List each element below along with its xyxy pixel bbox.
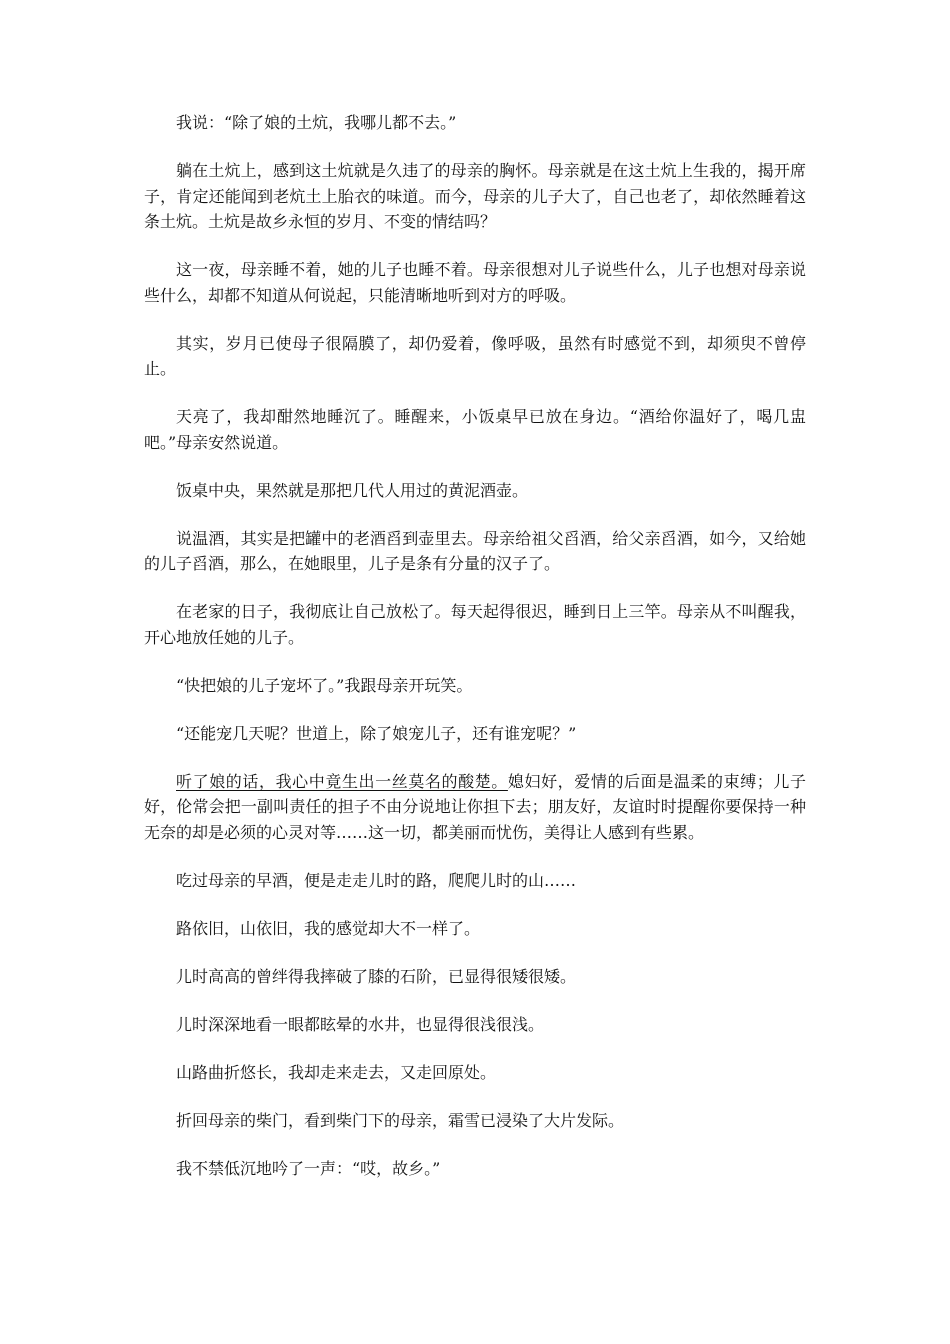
paragraph-11 (144, 769, 806, 846)
paragraph-15: 儿时深深地看一眼都眩晕的水井，也显得很浅很浅。 (176, 1014, 545, 1034)
paragraph-17: 折回母亲的柴门，看到柴门下的母亲，霜雪已浸染了大片发际。 (176, 1110, 625, 1130)
paragraph-16: 山路曲折悠长，我却走来走去，又走回原处。 (176, 1062, 497, 1082)
paragraph-11-rest: 媳妇好，爱情的后面是温柔的束缚；儿子好，伦常会把一副叫责任的担子不由分说地让你担下去；朋友好，友谊时时提醒你要保持一种无奈的却是必须的心灵对等……这一切，都美丽而忧伤，美得让人感到有些累。 (144, 771, 806, 842)
paragraph-9: “快把娘的儿子宠坏了。”我跟母亲开玩笑。 (176, 675, 473, 695)
paragraph-14: 儿时高高的曾绊得我摔破了膝的石阶，已显得很矮很矮。 (176, 966, 577, 986)
paragraph-1: 我说：“除了娘的土炕，我哪儿都不去。” (176, 113, 457, 132)
paragraph-18: 我不禁低沉地吟了一声：“哎，故乡。” (176, 1158, 441, 1178)
paragraph-6: 饭桌中央，果然就是那把几代人用过的黄泥酒壶。 (176, 480, 529, 500)
underlined-sentence: 听了娘的话，我心中竟生出一丝莫名的酸楚。 (176, 771, 508, 791)
paragraph-4: 其实，岁月已使母子很隔膜了，却仍爱着，像呼吸，虽然有时感觉不到，却须臾不曾停止。 (144, 333, 806, 378)
paragraph-10: “还能宠几天呢？世道上，除了娘宠儿子，还有谁宠呢？” (176, 723, 577, 743)
document-page (144, 110, 806, 1204)
paragraph-12: 吃过母亲的早酒，便是走走儿时的路，爬爬儿时的山…… (176, 870, 577, 890)
paragraph-3: 这一夜，母亲睡不着，她的儿子也睡不着。母亲很想对儿子说些什么，儿子也想对母亲说些什么，却都不知道从何说起，只能清晰地听到对方的呼吸。 (144, 260, 806, 305)
paragraph-13: 路依旧，山依旧，我的感觉却大不一样了。 (176, 918, 481, 938)
paragraph-7: 说温酒，其实是把罐中的老酒舀到壶里去。母亲给祖父舀酒，给父亲舀酒，如今，又给她的儿子舀酒，那么，在她眼里，儿子是条有分量的汉子了。 (144, 528, 806, 573)
paragraph-5: 天亮了，我却酣然地睡沉了。睡醒来，小饭桌早已放在身边。“酒给你温好了，喝几盅吧。”母亲安然说道。 (144, 407, 806, 452)
paragraph-2: 躺在土炕上，感到这土炕就是久违了的母亲的胸怀。母亲就是在这土炕上生我的，揭开席子，肯定还能闻到老炕土上胎衣的味道。而今，母亲的儿子大了，自己也老了，却依然睡着这条土炕。土炕是故乡永恒的岁月、不变的情结吗？ (144, 161, 806, 231)
paragraph-8: 在老家的日子，我彻底让自己放松了。每天起得很迟，睡到日上三竿。母亲从不叫醒我，开心地放任她的儿子。 (144, 602, 806, 647)
